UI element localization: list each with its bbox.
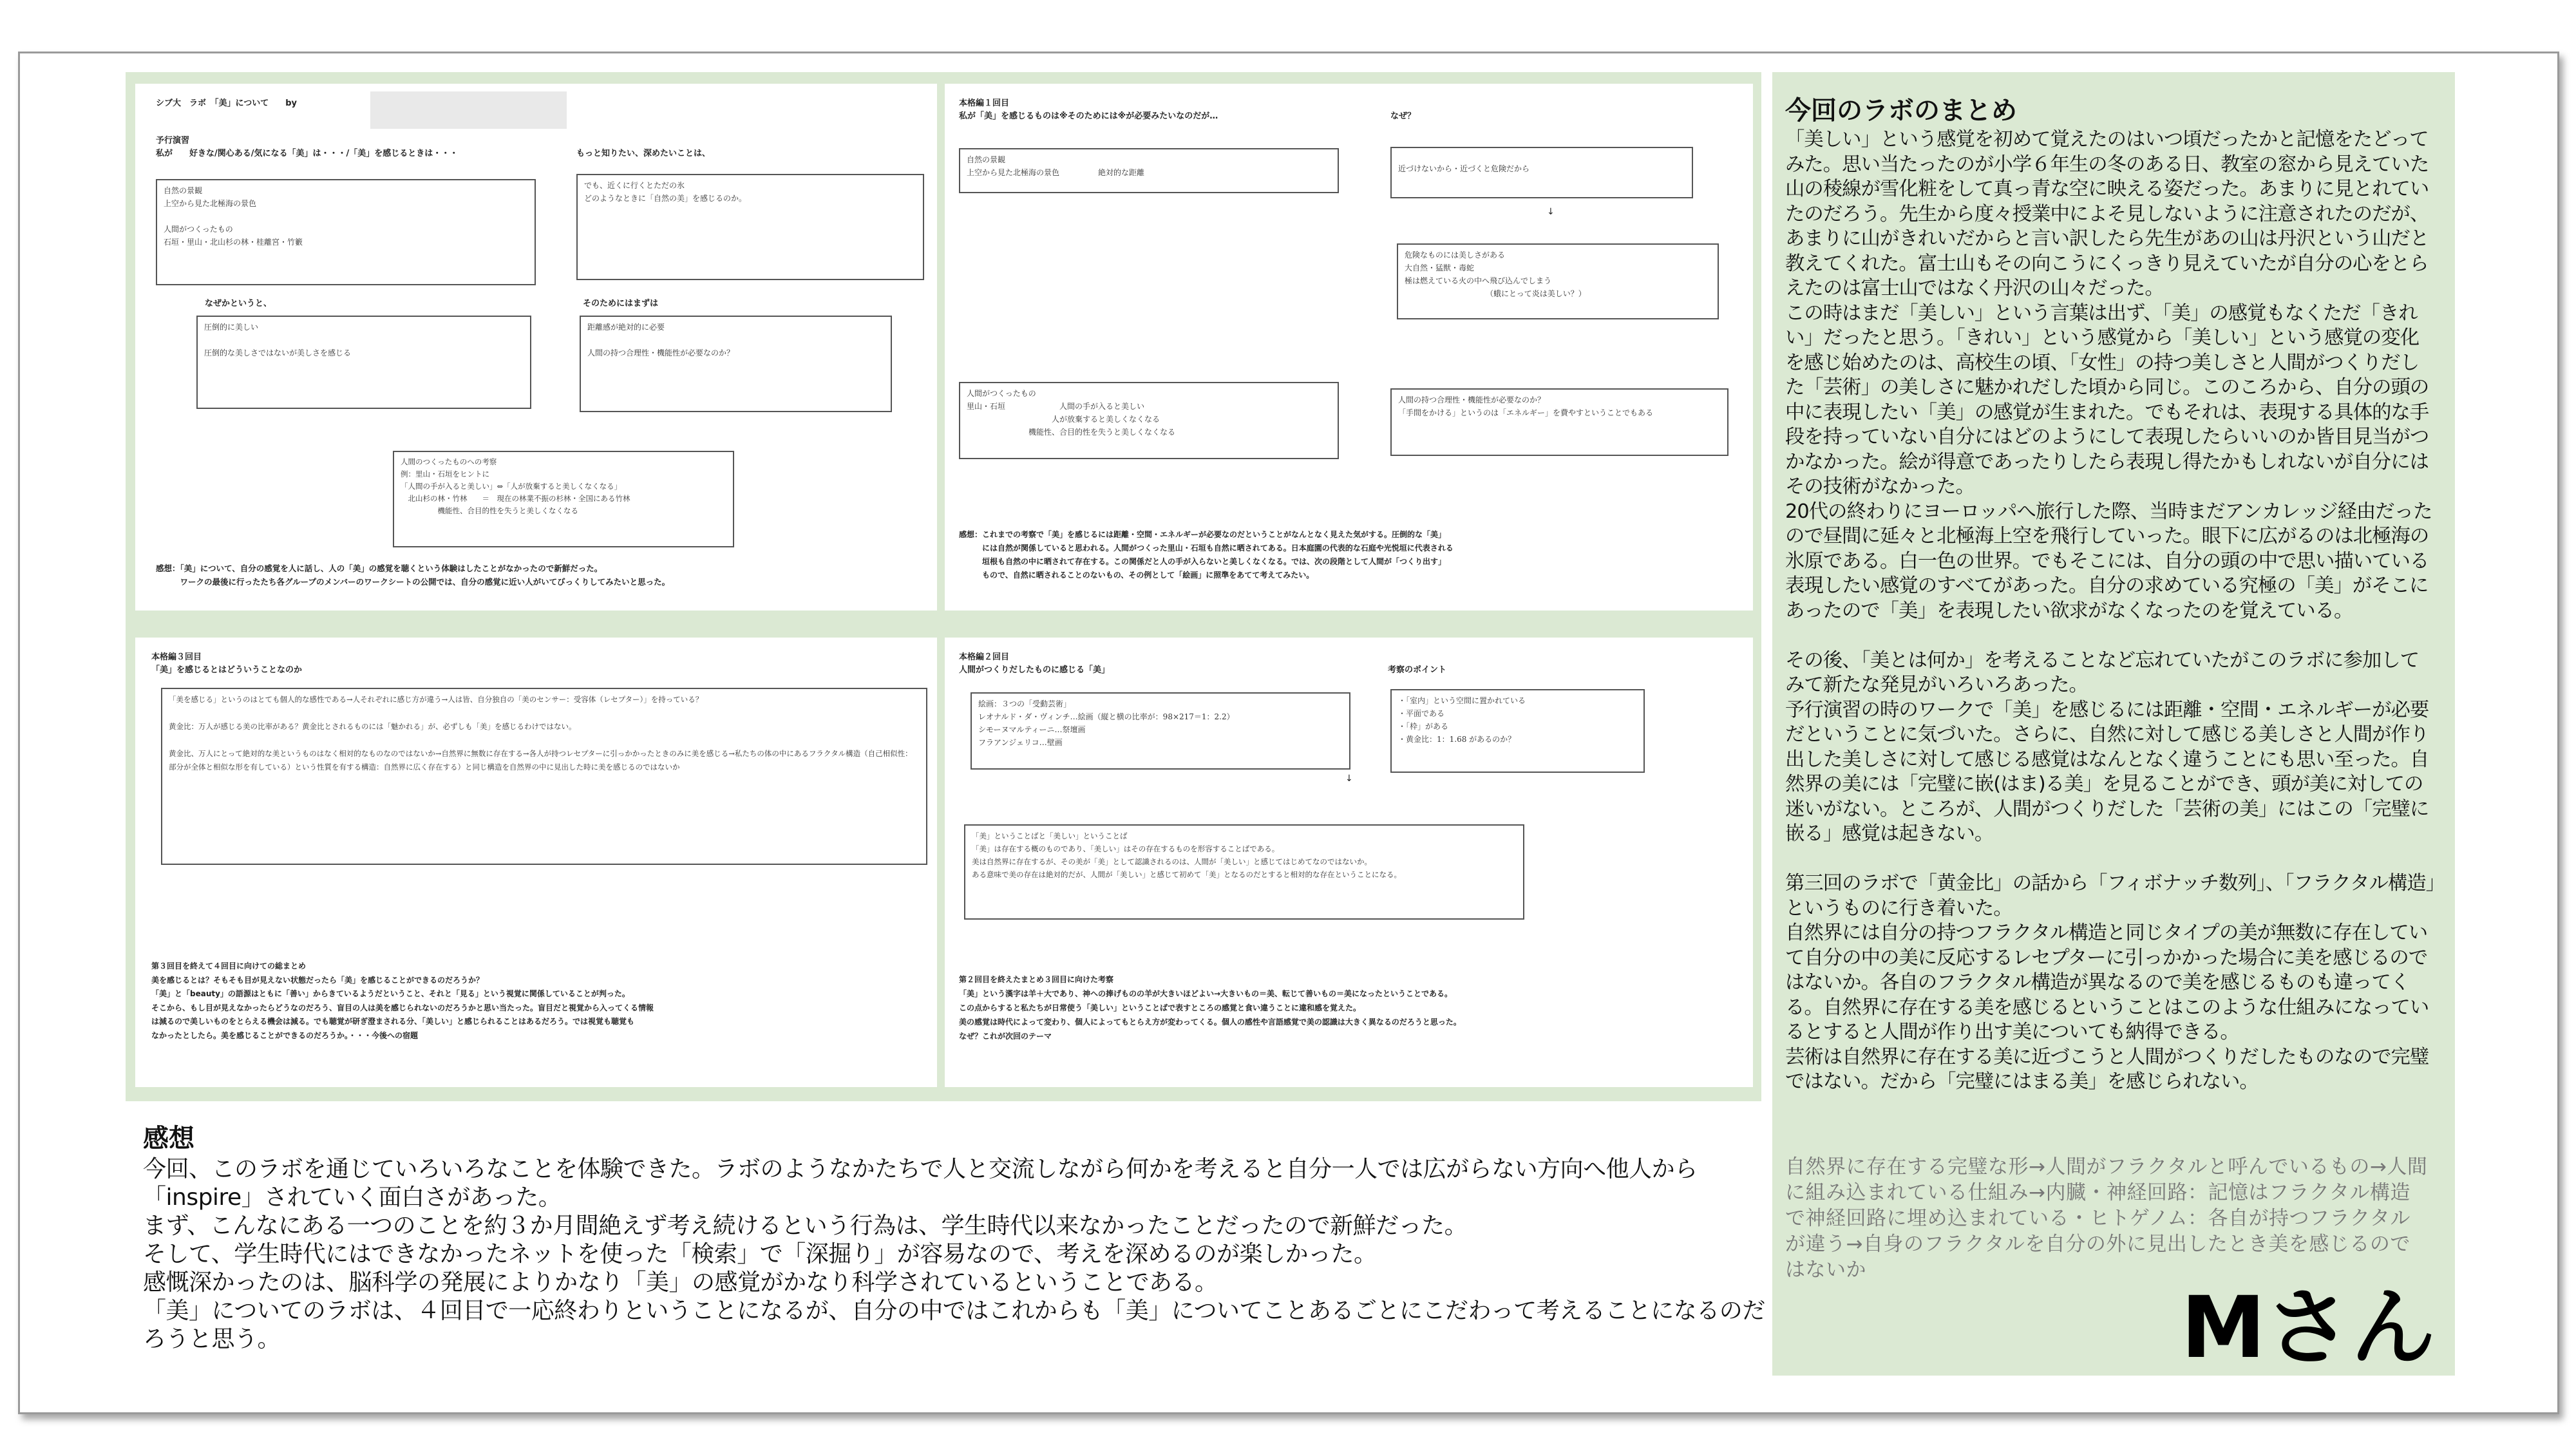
redacted-name [370,91,567,129]
impression-1: 感想：「美」について、自分の感覚を人に話し、人の「美」の感覚を聴くという体験はしたことがなかったので新鮮だった。 ワークの最後に行ったたち各グループのメンバーのワークシートの公開では、自分の感覚に近い人がいてびっくりしてみたいと思った。 [156,564,670,587]
box-reason: 近づけないから・近づくと危険だから [1390,147,1693,198]
box-consideration: 人間のつくったものへの考察 例：里山・石垣をヒントに 「人間の手が入ると美しい」⇔「人が放棄すると美しくなくなる」 北山杉の林・竹林 ＝ 現在の林業不振の杉林・全国にある竹林 機能性、合目的性を失うと美しくなくなる [393,451,734,547]
why-label: なぜかというと、 [205,299,272,308]
worksheet-subtitle: 「美」を感じるとはどういうことなのか [151,665,303,675]
lab-summary-panel [1772,72,2455,1376]
worksheet-title: 本格編３回目 [151,652,202,662]
box-points: ・「室内」という空間に置かれている ・平面である ・「枠」がある ・黄金比：1：1.68 があるのか？ [1390,689,1645,773]
summary-note: 自然界に存在する完璧な形→人間がフラクタルと呼んでいるもの→人間に組み込まれている仕組み→内臓・神経回路：記憶はフラクタル構造で神経回路に埋め込まれている・ヒトゲノム：各自が持つフラクタルが違う→自身のフラクタルを自分の外に見出したとき美を感じるのではないか [1785,1155,2428,1282]
prompt-right: もっと知りたい、深めたいことは、 [576,149,711,158]
summary-2: 第２回目を終えたまとめ３回目に向けた考察 「美」という漢字は羊＋大であり、神への捧げものの羊が大きいほどよい→大きいもの＝美、転じて善いもの＝美になったということである。 この点からすると私たちが日常使う「美しい」ということばで表すところの感覚と食い違うことに違和感を覚えた。 美の感覚は時代によって変わり、個人によってもとらえ方が変わってくる。個人の感性や言語感覚で美の認識は大きく異なるのだろうと思った。 なぜ？これが次回のテーマ [959,975,1461,1041]
arrow-down-icon: ↓ [1345,773,1353,784]
worksheet-subtitle: 人間がつくりだしたものに感じる「美」 [959,665,1110,675]
author-signature: Mさん [2181,1278,2436,1378]
impressions-section [143,1122,1772,1354]
points-label: 考察のポイント [1388,665,1447,675]
summary-body: 「美しい」という感覚を初めて覚えたのはいつ頃だったかと記憶をたどってみた。思い当たったのが小学６年生の冬のある日、教室の窓から見えていた山の稜線が雪化粧をして真っ青な空に映える姿だった。あまりに見とれていたのだろう。先生から度々授業中によそ見しないように注意されたのだが、あまりに山がきれいだからと言い訳したら先生があの山は丹沢という山だと教えてくれた。富士山もその向こうにくっきり見えていたが自分の心をとらえたのは富士山ではなく丹沢の山々だった。 この時はまだ「美しい」という言葉は出ず、「美」の感覚もなくただ「きれい」だったと思う。「きれい」という感覚から「美しい」という感覚の変化を感じ始めたのは、高校生の頃、「女性」の持つ美しさと人間がつくりだした「芸術」の美しさに魅かれだした頃から同じ。このころから、自分の頭の中に表現したい「美」の感覚が生まれた。でもそれは、表現する具体的な手段を持っていない自分にはどのようにして表現したらいいのか皆目見当がつかなかった。絵が得意であったりしたら表現し得たかもしれないが自分にはその技術がなかった。 20代の終わりにヨーロッパへ旅行した際、当時まだアンカレッジ経由だったので昼間に延々と北極海上空を飛行していった。眼下に広がるのは北極海の氷原である。白一色の世界。でもそこには、自分の頭の中で思い描いている表現したい感覚のすべてがあった。自分の求めている究極の「美」がそこにあったので「美」を表現したい欲求がなくなったのを覚えている。 その後、「美とは何か」を考えることなど忘れていたがこのラボに参加してみて新たな発見がいろいろあった。 予行演習の時のワークで「美」を感じるには距離・空間・エネルギーが必要だということに気づいた。さらに、自然に対して感じる美しさと人間が作り出した美しさに対して感じる感覚はなんとなく違うことにも思い至った。自然界の美には「完璧に嵌(はま)る美」を見ることができ、頭が美に対しての迷いがない。ところが、人間がつくりだした「芸術の美」にはこの「完璧に嵌る」感覚は起きない。 第三回のラボで「黄金比」の話から「フィボナッチ数列」、「フラクタル構造」というものに行き着いた。 自然界には自分の持つフラクタル構造と同じタイプの美が無数に存在していて自分の中の美に反応するレセプターに引っかかった場合に美を感じるのではないか。各自のフラクタル構造が異なるので美を感じるものも違ってくる。自然界に存在する美を感じるということはこのような仕組みになっているとすると人間が作り出す美についても納得できる。 芸術は自然界に存在する美に近づこうと人間がつくりだしたものなので完璧ではない。だから「完璧にはまる美」を感じられない。 [1785,128,2435,1093]
for-that-label: そのためにはまずは [583,299,659,308]
impressions-title: 感想 [143,1124,194,1153]
worksheet-session-3 [135,638,937,1087]
question-label: 私が「美」を感じるものは※そのためには※が必要みたいなのだが… [959,111,1218,121]
worksheet-title: 本格編１回目 [959,99,1010,108]
box-why: 圧倒的に美しい 圧倒的な美しさではないが美しさを感じる [196,316,531,409]
box-nature: 自然の景観 上空から見た北極海の景色 絶対的な距離 [959,148,1339,193]
impression-2: 感想：これまでの考察で「美」を感じるには距離・空間・エネルギーが必要なのだということがなんとなく見えた気がする。圧倒的な「美」 には自然が関係していると思われる。人間がつくった里山・石垣も自然に晒されてある。日本庭園の代表的な石庭や光悦垣に代表される 垣根も自然の中に晒されて存在する。この関係だと人の手が入らないと美しくなくなる。では、次の段階として人間が「つくり出す」 もので、自然に晒されることのないもの、その例として「絵画」に照準をあてて考えてみたい。 [959,530,1454,580]
why-label: なぜ？ [1390,111,1416,121]
box-like: 自然の景観 上空から見た北極海の景色 人間がつくったもの 石垣・里山・北山杉の林・桂離宮・竹籔 [156,179,536,285]
prompt-left: 私が 好きな/関心ある/気になる「美」は・・・/「美」を感じるときは・・・ [156,149,459,158]
box-want-to-know: でも、近くに行くとただの氷 どのようなときに「自然の美」を感じるのか。 [576,174,924,280]
box-for-that: 距離感が絶対的に必要 人間の持つ合理性・機能性が必要なのか？ [580,316,892,412]
prework-label: 予行演習 [156,136,190,146]
box-feeling-beauty: 「美を感じる」というのはとても個人的な感性である→人それぞれに感じ方が違う→人は皆、自分独自の「美のセンサー：受容体（レセプター）」を持っている？ 黄金比：万人が感じる美の比率がある？黄金比とされるものには「魅かれる」が、必ずしも「美」を感じるわけではない。 黄金比、万人にとって絶対的な美というものはなく相対的なものなのではないか→自然界に無数に存在する→各人が持つレセプターに引っかかったときのみに美を感じる→私たちの体の中にあるフラクタル構造（自己相似性：部分が全体と相似な形を有している）という性質を有する構造：自然界に広く存在する）と同じ構造を自然界の中に見出した時に美を感じるのではないか [161,688,927,865]
worksheet-title: シブ大 ラボ 「美」について by [156,99,298,108]
impressions-body: 今回、このラボを通じていろいろなことを体験できた。ラボのようなかたちで人と交流しながら何かを考えると自分一人では広がらない方向へ他人から「inspire」されていく面白さがあった。 まず、こんなにある一つのことを約３か月間絶えず考え続けるという行為は、学生時代以来なかったことだったので新鮮だった。 そして、学生時代にはできなかったネットを使った「検索」で「深掘り」が容易なので、考えを深めるのが楽しかった。 感慨深かったのは、脳科学の発展によりかなり「美」の感覚がかなり科学されているということである。 「美」についてのラボは、４回目で一応終わりということになるが、自分の中ではこれからも「美」についてことあるごとにこだわって考えることになるのだろうと思う。 [143,1156,1765,1352]
summary-3: 第３回目を終えて４回目に向けての総まとめ 美を感じるとは？そもそも目が見えない状態だったら「美」を感じることができるのだろうか？ 「美」と「beauty」の語源はともに「善い」からきているようだということ、それと「見る」という視覚に関係していることが判った。 そこから、もし目が見えなかったらどうなのだろう、盲目の人は美を感じられないのだろうかと思い当たった。盲目だと視覚から入ってくる情報 は減るので美しいものをとらえる機会は減る。でも聴覚が研ぎ澄まされる分、「美しい」と感じられることはあるだろう。では視覚も聴覚も なかったとしたら。美を感じることができるのだろうか。・・・今後への宿題 [151,961,654,1040]
summary-title: 今回のラボのまとめ [1785,96,2017,126]
box-rationality: 人間の持つ合理性・機能性が必要なのか？ 「手間をかける」というのは「エネルギー」を費やすということでもある [1390,388,1728,456]
box-words: 「美」ということばと「美しい」ということば 「美」は存在する概のものであり、「美しい」はその存在するものを形容することばである。 美は自然界に存在するが、その美が「美」として認識されるのは、人間が「美しい」と感じてはじめてなのではないか。 ある意味で美の存在は絶対的だが、人間が「美しい」と感じて初めて「美」となるのだとすると相対的な存在ということになる。 [964,824,1524,920]
worksheet-prework [135,84,937,611]
worksheet-session-2 [945,638,1753,1087]
worksheet-session-1 [945,84,1753,611]
box-paintings: 絵画：３つの「受動芸術」 レオナルド・ダ・ヴィンチ…絵画（縦と横の比率が：98×217＝1：2.2） シモーヌマルティーニ…祭壇画 フラアンジェリコ…壁画 [971,692,1350,770]
arrow-down-icon: ↓ [1547,207,1555,217]
box-human-made: 人間がつくったもの 里山・石垣 人間の手が入ると美しい 人が放棄すると美しくなくなる 機能性、合目的性を失うと美しくなくなる [959,382,1339,459]
worksheet-title: 本格編２回目 [959,652,1010,662]
box-danger: 危険なものには美しさがある 大自然・猛獣・毒蛇 極は燃えている火の中へ飛び込んでしまう （蛾にとって炎は美しい？） [1397,243,1719,319]
